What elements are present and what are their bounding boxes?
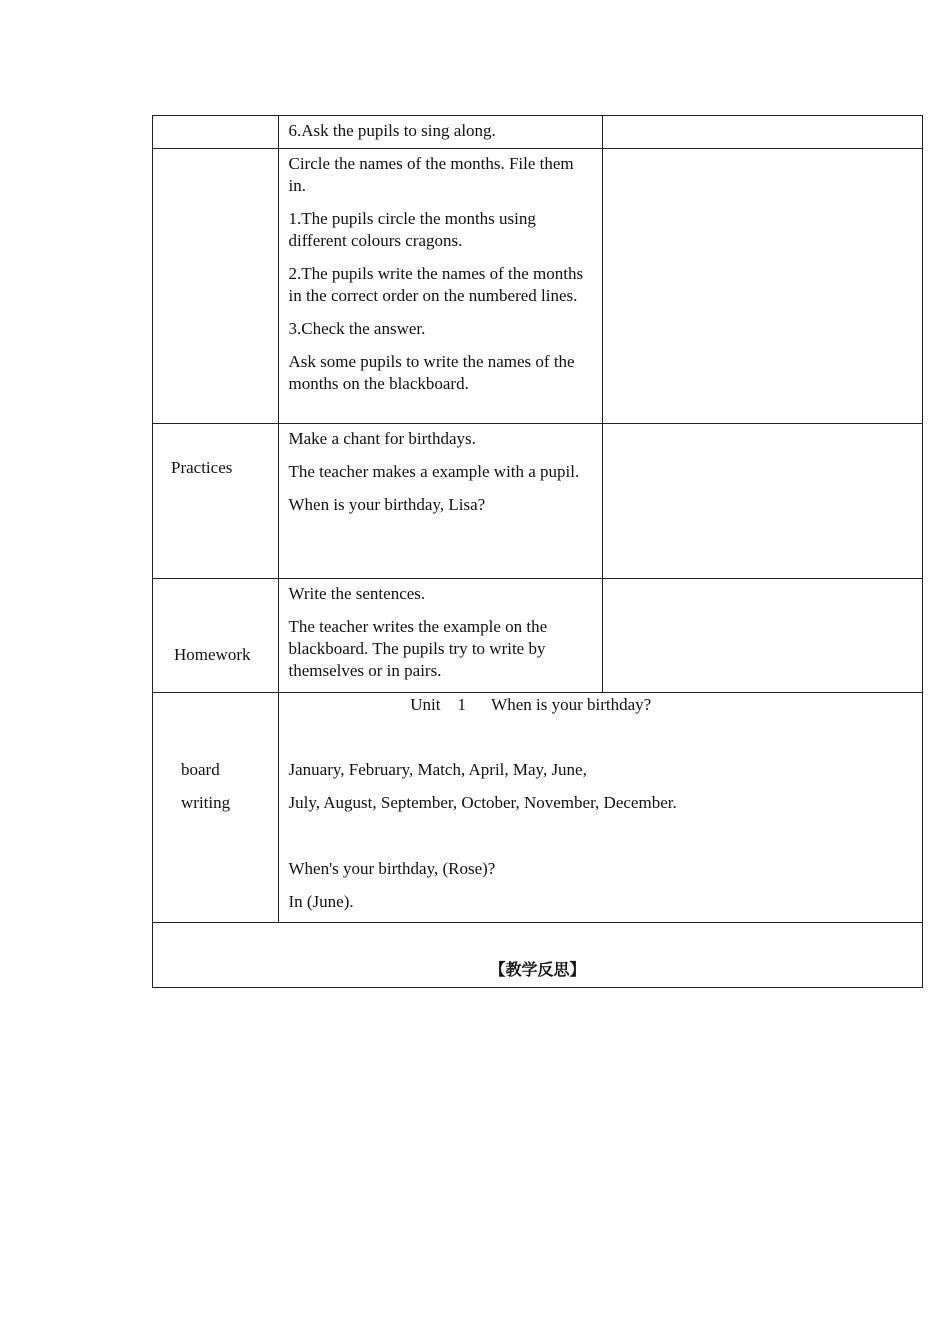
stage-label-board: board [181,760,220,779]
notes-cell [602,116,922,149]
activity-text: Make a chant for birthdays. [288,429,476,448]
board-months-line2: July, August, September, October, November, December. [288,793,677,812]
notes-cell [602,149,922,424]
activity-text: Write the sentences. [288,584,426,603]
stage-label-writing: writing [181,793,231,812]
activity-text: 1.The pupils circle the months using different colours cragons. [288,209,536,250]
table-row [153,693,923,923]
activity-text: 3.Check the answer. [288,319,426,338]
stage-label-homework: Homework [174,645,251,664]
activity-text: 2.The pupils write the names of the months in the correct order on the numbered lines. [288,264,584,305]
activity-cell [279,149,602,424]
stage-label-practices: Practices [171,458,233,477]
board-question: When's your birthday, (Rose)? [288,859,496,878]
table-row [153,149,923,424]
activity-cell [279,579,602,693]
board-answer: In (June). [288,892,354,911]
activity-cell [279,116,602,149]
board-months-line1: January, February, Match, April, May, June, [288,760,587,779]
table-row [153,116,923,149]
lesson-plan-table [152,115,923,988]
reflection-cell [153,923,923,988]
stage-label-cell [153,116,279,149]
activity-text: Circle the names of the months. File them in. [288,154,574,195]
activity-text: The teacher makes a example with a pupil. [288,462,580,481]
notes-cell [602,579,922,693]
stage-label-cell [153,579,279,693]
activity-cell [279,424,602,579]
table-row [153,923,923,988]
stage-label-cell [153,424,279,579]
board-writing-cell [279,693,923,923]
notes-cell [602,424,922,579]
reflection-title: 【教学反思】 [489,960,586,979]
table-row [153,424,923,579]
board-title: Unit 1 When is your birthday? [410,695,652,714]
stage-label-cell [153,149,279,424]
activity-text: Ask some pupils to write the names of the months on the blackboard. [288,352,575,393]
table-row [153,579,923,693]
activity-text: 6.Ask the pupils to sing along. [288,121,496,140]
activity-text: When is your birthday, Lisa? [288,495,486,514]
stage-label-cell [153,693,279,923]
activity-text: The teacher writes the example on the blackboard. The pupils try to write by themselves or in pairs. [288,617,548,680]
